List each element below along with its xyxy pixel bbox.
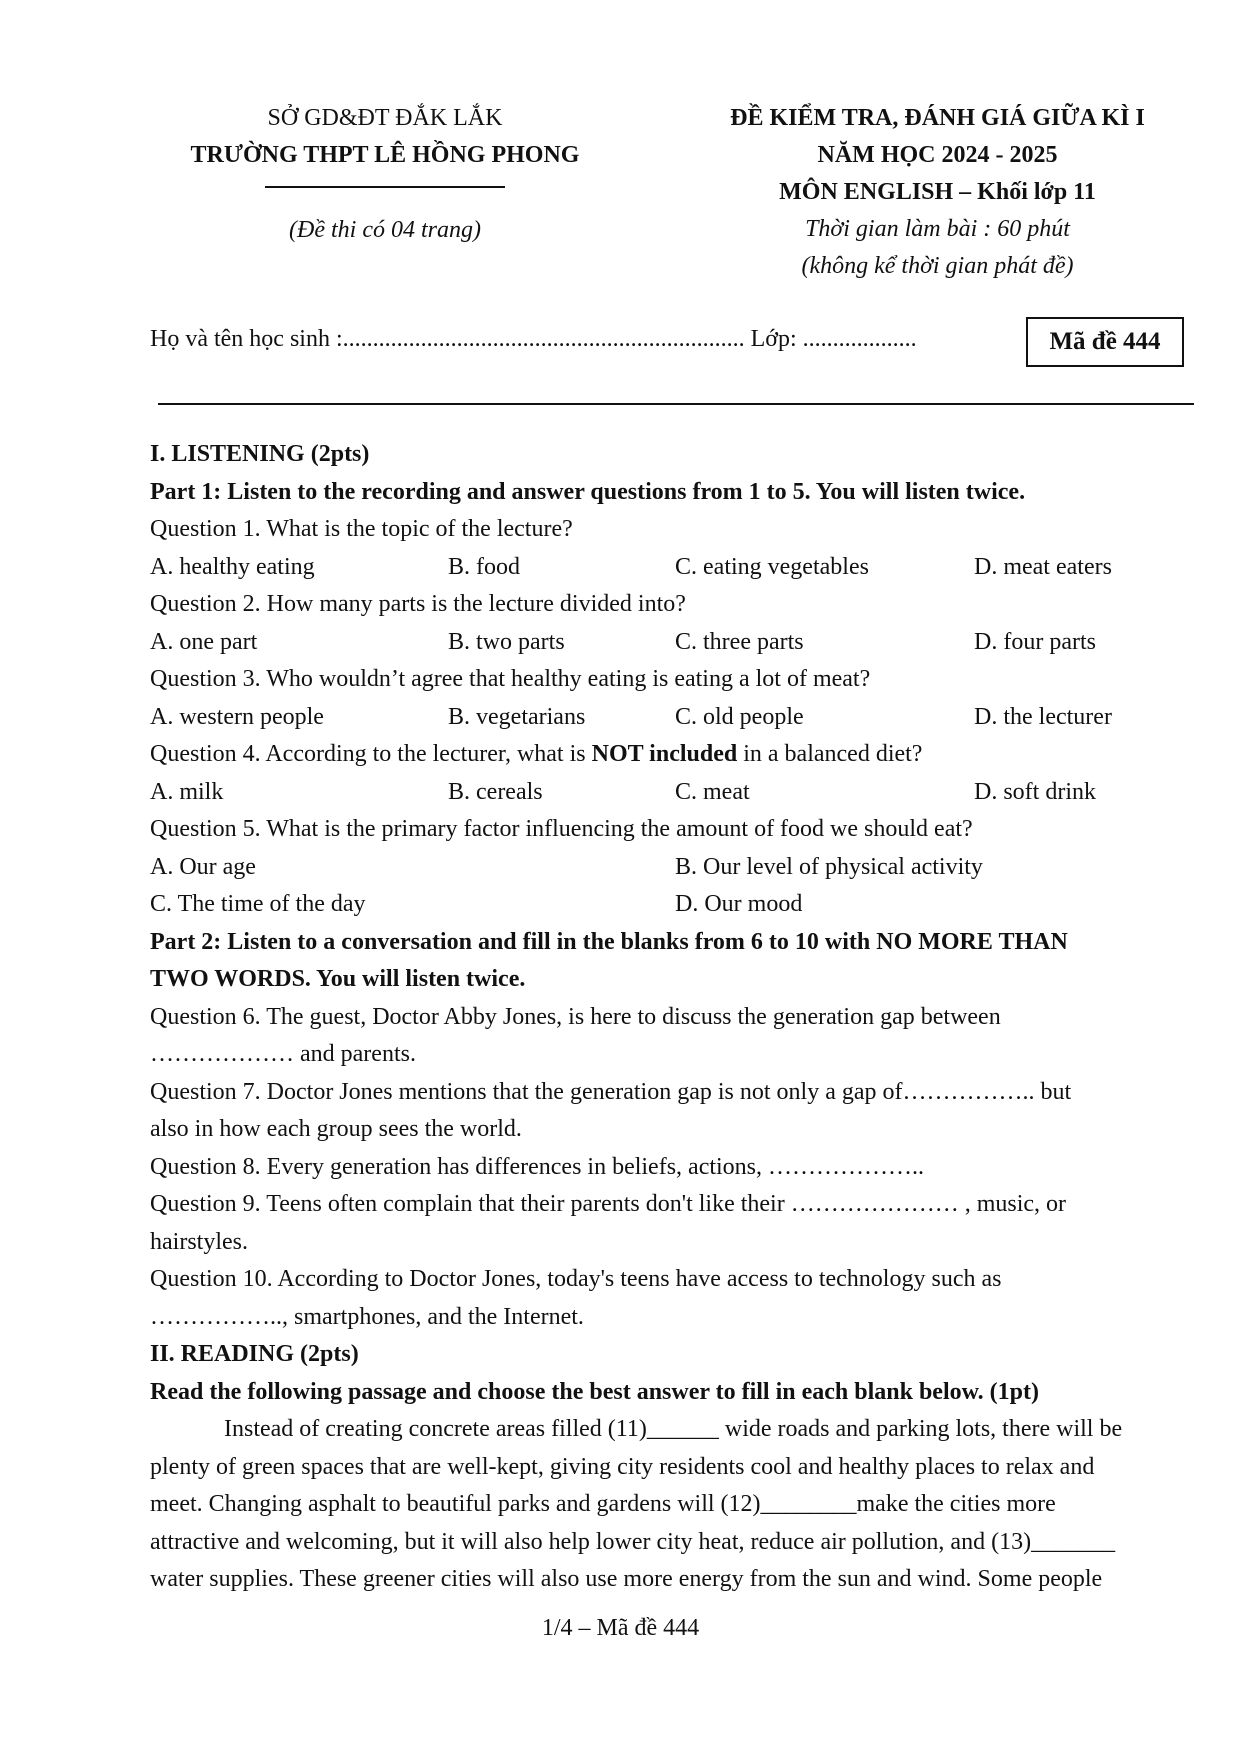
header-divider <box>265 186 505 188</box>
option-c: C. meat <box>675 778 750 805</box>
main-divider <box>158 403 1194 405</box>
option-b: B. cereals <box>448 778 543 805</box>
passage-line-1-text: Instead of creating concrete areas filled (11)______ wide roads and parking lots, there will be <box>224 1416 1123 1442</box>
option-a: A. healthy eating <box>150 553 315 580</box>
option-d: D. Our mood <box>675 891 803 917</box>
header-left <box>150 100 620 249</box>
school-year: NĂM HỌC 2024 - 2025 <box>817 142 1058 168</box>
option-d: D. soft drink <box>974 778 1096 805</box>
question-3: Question 3. Who wouldn’t agree that healthy eating is eating a lot of meat? <box>150 666 871 692</box>
question-2-options <box>150 624 1154 662</box>
exam-title: ĐỀ KIỂM TRA, ĐÁNH GIÁ GIỮA KÌ I <box>730 105 1145 131</box>
listening-title: I. LISTENING (2pts) <box>150 441 370 467</box>
question-4-options <box>150 774 1154 812</box>
question-4-emphasis: NOT included <box>591 741 738 767</box>
student-info-line: Họ và tên học sinh :................................................................... Lớp: ................... <box>150 326 917 352</box>
pages-note: (Đề thi có 04 trang) <box>289 217 481 243</box>
question-3-options <box>150 699 1154 737</box>
question-1-options <box>150 549 1154 587</box>
passage-line-4: attractive and welcoming, but it will also help lower city heat, reduce air pollution, and (13)_______ <box>150 1528 1116 1555</box>
page-footer: 1/4 – Mã đề 444 <box>541 1615 700 1641</box>
reading-instruction: Read the following passage and choose the best answer to fill in each blank below. (1pt) <box>150 1378 1039 1405</box>
option-a: A. milk <box>150 778 224 805</box>
question-4-pre: Question 4. According to the lecturer, what is <box>150 741 592 767</box>
header-right <box>690 100 1185 285</box>
duration-note: (không kể thời gian phát đề) <box>801 253 1074 279</box>
option-a: A. western people <box>150 703 324 730</box>
question-6-line2: ……………… and parents. <box>150 1041 416 1067</box>
part2-title-line2: TWO WORDS. You will listen twice. <box>150 966 526 992</box>
question-5: Question 5. What is the primary factor influencing the amount of food we should eat? <box>150 816 973 842</box>
part2-title-line1: Part 2: Listen to a conversation and fill in the blanks from 6 to 10 with NO MORE THAN <box>150 928 1068 955</box>
question-10-line1: Question 10. According to Doctor Jones, today's teens have access to technology such as <box>150 1266 1002 1292</box>
option-c: C. eating vegetables <box>675 553 869 580</box>
option-b: B. vegetarians <box>448 703 586 730</box>
option-c: C. old people <box>675 703 804 730</box>
question-2: Question 2. How many parts is the lecture divided into? <box>150 591 686 617</box>
question-1: Question 1. What is the topic of the lecture? <box>150 516 573 542</box>
passage-line-5: water supplies. These greener cities will also use more energy from the sun and wind. Some people <box>150 1566 1103 1592</box>
passage-line-1 <box>150 1411 1154 1449</box>
school-name: TRƯỜNG THPT LÊ HỒNG PHONG <box>190 142 580 168</box>
option-c: C. three parts <box>675 628 804 655</box>
option-a: A. Our age <box>150 853 256 880</box>
option-b: B. two parts <box>448 628 565 655</box>
question-7-line2: also in how each group sees the world. <box>150 1116 522 1142</box>
option-a: A. one part <box>150 628 258 655</box>
question-5-options-row2 <box>150 886 1154 924</box>
department-name: SỞ GD&ĐT ĐẮK LẮK <box>267 105 503 131</box>
duration-line: Thời gian làm bài : 60 phút <box>805 216 1070 242</box>
question-6-line1: Question 6. The guest, Doctor Abby Jones, is here to discuss the generation gap between <box>150 1003 1001 1030</box>
option-b: B. food <box>448 553 520 580</box>
exam-code-box: Mã đề 444 <box>1026 317 1184 367</box>
question-4 <box>150 736 1154 774</box>
reading-title: II. READING (2pts) <box>150 1341 359 1367</box>
question-8: Question 8. Every generation has differences in beliefs, actions, ……………….. <box>150 1153 925 1180</box>
passage-line-2: plenty of green spaces that are well-kept, giving city residents cool and healthy places to relax and <box>150 1453 1095 1480</box>
option-c: C. The time of the day <box>150 891 366 917</box>
question-5-options-row1 <box>150 849 1154 887</box>
part1-title: Part 1: Listen to the recording and answer questions from 1 to 5. You will listen twice. <box>150 478 1026 505</box>
option-d: D. meat eaters <box>974 553 1112 580</box>
question-9-line2: hairstyles. <box>150 1228 248 1255</box>
question-4-post: in a balanced diet? <box>737 741 923 767</box>
option-b: B. Our level of physical activity <box>675 853 983 880</box>
exam-content <box>150 436 1154 1599</box>
question-10-line2: …………….., smartphones, and the Internet. <box>150 1303 584 1330</box>
option-d: D. four parts <box>974 628 1096 655</box>
question-7-line1: Question 7. Doctor Jones mentions that the generation gap is not only a gap of…………….. but <box>150 1078 1072 1105</box>
option-d: D. the lecturer <box>974 703 1112 730</box>
passage-line-3: meet. Changing asphalt to beautiful parks and gardens will (12)________make the cities more <box>150 1491 1056 1517</box>
question-9-line1: Question 9. Teens often complain that their parents don't like their ………………… , music, or <box>150 1191 1067 1217</box>
subject-line: MÔN ENGLISH – Khối lớp 11 <box>779 179 1096 205</box>
